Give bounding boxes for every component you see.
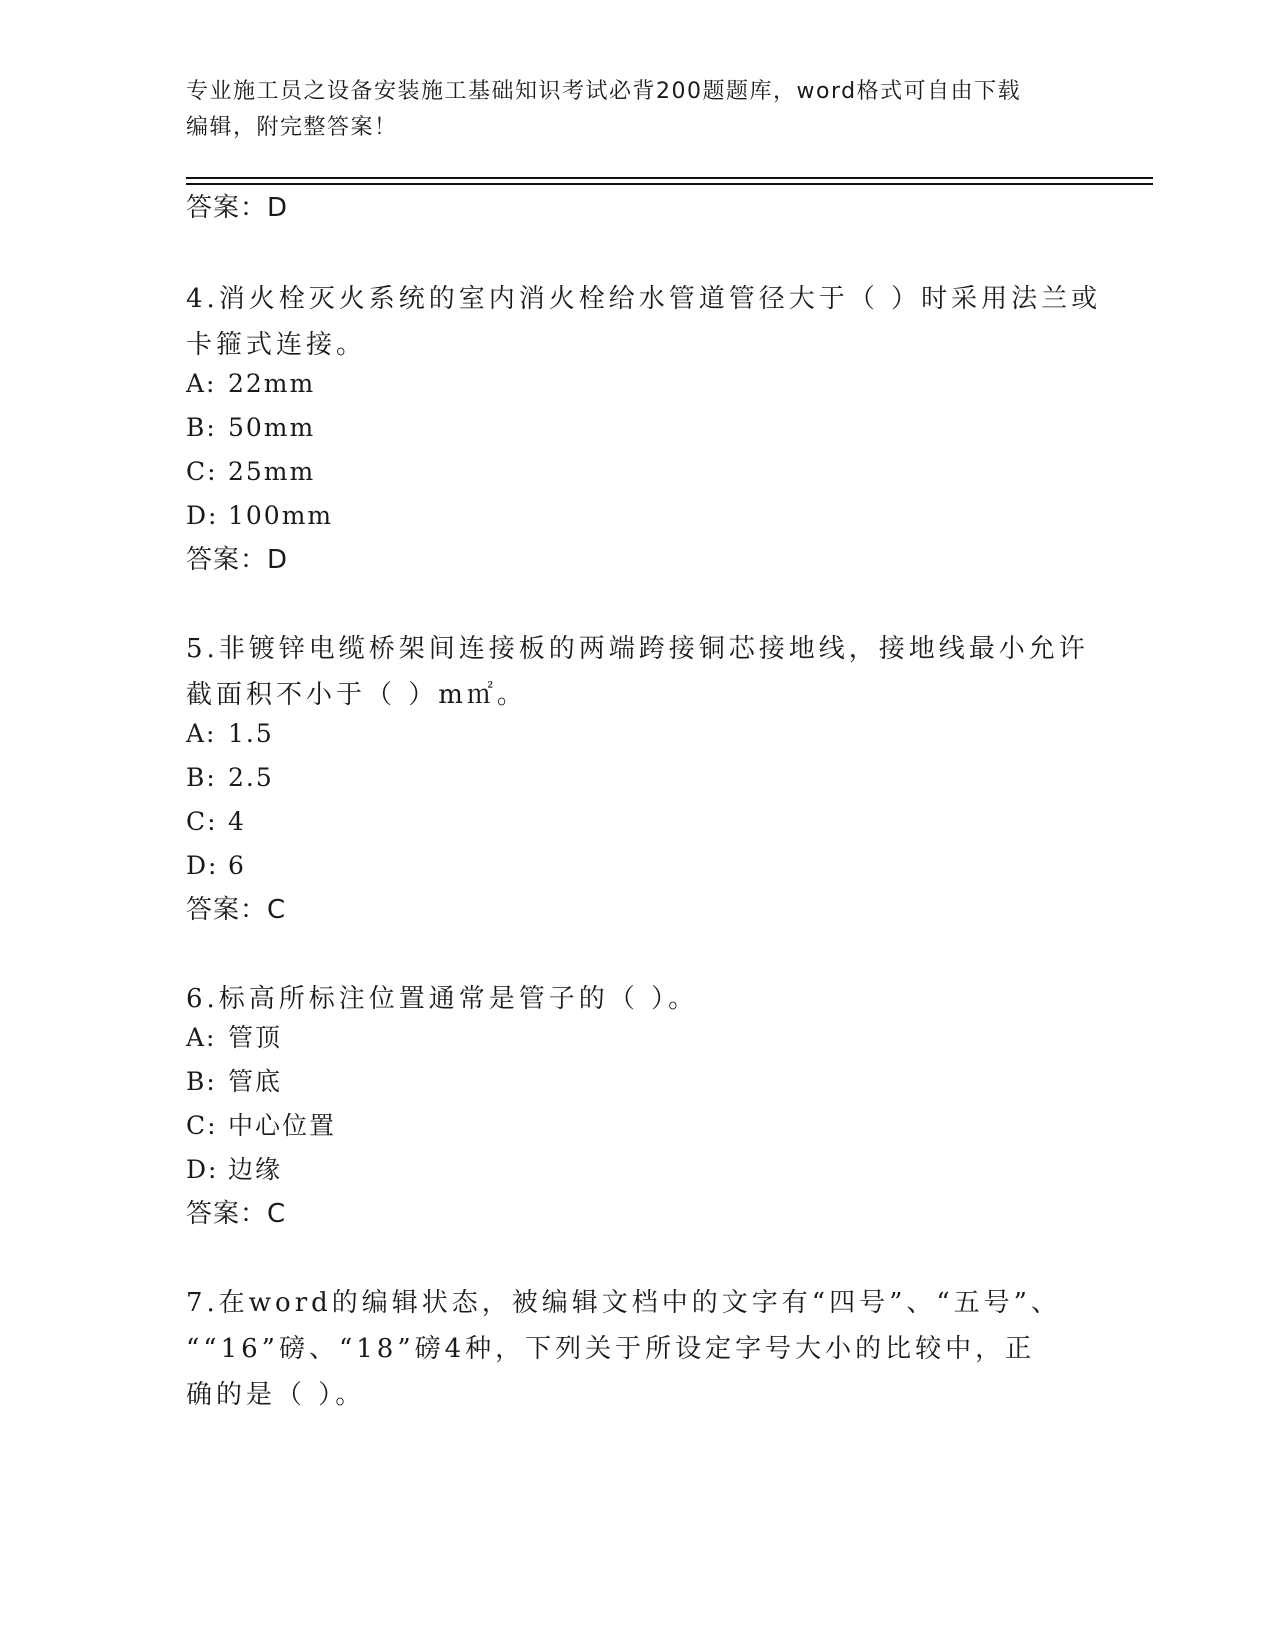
header-rule-top xyxy=(186,177,1153,179)
option-text: 边缘 xyxy=(228,1155,283,1184)
answer-prev: 答案：D xyxy=(186,193,289,223)
question-6-line-1: 6.标高所标注位置通常是管子的（ ）。 xyxy=(186,984,699,1014)
question-4-stem xyxy=(186,276,1106,368)
option-label: C: xyxy=(186,457,218,486)
option-text: 6 xyxy=(228,851,246,880)
option-label: C: xyxy=(186,1111,218,1140)
option-text: 1.5 xyxy=(228,719,274,748)
option-text: 25mm xyxy=(228,457,316,486)
option-text: 管顶 xyxy=(228,1023,283,1052)
question-5-answer: 答案：C xyxy=(186,895,287,925)
question-7-line-2: ““16”磅、“18”磅4种，下列关于所设定字号大小的比较中，正 xyxy=(186,1334,1036,1364)
question-5-option-a xyxy=(186,716,274,752)
option-label: A: xyxy=(186,719,217,748)
option-label: A: xyxy=(186,369,217,398)
question-4-option-d xyxy=(186,498,333,534)
question-5-option-c xyxy=(186,804,246,840)
option-label: C: xyxy=(186,807,218,836)
question-4-option-a xyxy=(186,366,315,402)
question-5-line-1: 5.非镀锌电缆桥架间连接板的两端跨接铜芯接地线，接地线最小允许 xyxy=(186,634,1089,664)
question-4-answer: 答案：D xyxy=(186,545,289,575)
question-6-answer: 答案：C xyxy=(186,1199,287,1229)
question-4-option-b xyxy=(186,410,315,446)
header-line-1: 专业施工员之设备安装施工基础知识考试必背200题题库，word格式可自由下载 xyxy=(186,79,1022,104)
option-label: B: xyxy=(186,1067,217,1096)
option-label: B: xyxy=(186,763,217,792)
question-5-option-d xyxy=(186,848,246,884)
option-text: 2.5 xyxy=(228,763,274,792)
question-4-line-1: 4.消火栓灭火系统的室内消火栓给水管道管径大于（ ）时采用法兰或 xyxy=(186,284,1102,314)
document-header xyxy=(186,74,1086,146)
question-4-line-2: 卡箍式连接。 xyxy=(186,330,367,360)
question-7-line-1: 7.在word的编辑状态，被编辑文档中的文字有“四号”、“五号”、 xyxy=(186,1288,1061,1318)
option-text: 管底 xyxy=(228,1067,283,1096)
question-6-option-d xyxy=(186,1152,282,1188)
question-6-option-b xyxy=(186,1064,282,1100)
question-6-option-a xyxy=(186,1020,282,1056)
option-text: 100mm xyxy=(228,501,334,530)
option-label: A: xyxy=(186,1023,217,1052)
option-label: D: xyxy=(186,501,219,530)
option-text: 4 xyxy=(228,807,246,836)
question-7-line-3: 确的是（ ）。 xyxy=(186,1380,366,1410)
header-line-2: 编辑，附完整答案！ xyxy=(186,115,398,140)
option-text: 50mm xyxy=(228,413,316,442)
option-label: D: xyxy=(186,1155,219,1184)
question-5-line-2: 截面积不小于（ ）m㎡。 xyxy=(186,680,527,710)
question-6-stem xyxy=(186,976,1106,1022)
question-5-stem xyxy=(186,626,1106,718)
question-4-option-c xyxy=(186,454,315,490)
header-rule-bottom xyxy=(186,183,1153,185)
question-6-option-c xyxy=(186,1108,336,1144)
option-text: 中心位置 xyxy=(228,1111,337,1140)
question-5-option-b xyxy=(186,760,274,796)
option-text: 22mm xyxy=(228,369,316,398)
option-label: B: xyxy=(186,413,217,442)
question-7-stem xyxy=(186,1280,1106,1418)
option-label: D: xyxy=(186,851,219,880)
